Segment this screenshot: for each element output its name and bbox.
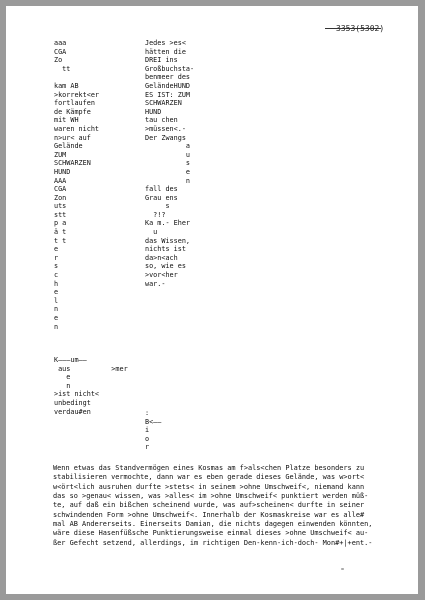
column-line: aus >mer bbox=[54, 364, 128, 373]
left-column-text bbox=[54, 39, 99, 331]
column-line: >ist nicht< bbox=[54, 390, 100, 399]
column-line: AAA bbox=[54, 176, 67, 185]
prose-line: ßer Gefecht setzend, allerdings, im richtigen Den-kenn-ich-doch- Mon#+|+ent.- bbox=[53, 538, 373, 547]
page-number: 3353(5302) bbox=[336, 24, 385, 33]
prose-line: w<ört<lich ausruhen durfte >stets< in seinem >ohne Umschweif<, niemand kann bbox=[53, 482, 365, 491]
column-line: fall des bbox=[145, 185, 178, 194]
column-line: >korrekt<er bbox=[54, 90, 100, 99]
column-line: Zon bbox=[54, 193, 67, 202]
column-line: u bbox=[145, 150, 191, 159]
column-line: n bbox=[145, 176, 191, 185]
column-line: so, wie es bbox=[145, 262, 186, 271]
column-line: HUND bbox=[54, 167, 71, 176]
column-line: B<—— bbox=[145, 417, 162, 426]
column-line: n bbox=[54, 322, 59, 331]
column-line: e bbox=[54, 314, 59, 322]
column-line: s bbox=[145, 202, 170, 211]
column-line: hätten die bbox=[145, 47, 186, 56]
column-line: ES IST: ZUM bbox=[145, 90, 191, 99]
column-line: Zo bbox=[54, 56, 63, 65]
column-line: Ka m.- Eher bbox=[145, 219, 191, 228]
column-line: Großbuchsta- bbox=[145, 64, 195, 73]
column-line: verdau#en bbox=[54, 407, 91, 416]
prose-line: stabilisieren vermochte, dann war es eben gerade dieses Gelände, was w>ort< bbox=[53, 473, 365, 482]
column-line: Grau ens bbox=[145, 193, 178, 202]
column-line: aaa bbox=[54, 39, 67, 47]
right-column-lower-text bbox=[145, 409, 161, 452]
column-line: e bbox=[54, 288, 59, 297]
column-line: Gelände bbox=[54, 142, 83, 151]
column-line: n bbox=[54, 381, 71, 390]
column-line: s bbox=[54, 262, 59, 271]
column-line: t t bbox=[54, 236, 67, 245]
column-line: h bbox=[54, 279, 59, 288]
column-line: uts bbox=[54, 202, 67, 211]
left-column-lower-text bbox=[54, 356, 128, 416]
prose-line: mal AB Andererseits. Einerseits Damian, die nichts dagegen einwenden könnten, bbox=[53, 520, 373, 529]
prose-paragraph bbox=[53, 464, 383, 548]
column-line: a bbox=[145, 142, 191, 151]
column-line: i bbox=[145, 426, 150, 435]
column-line: Jedes >es< bbox=[145, 39, 186, 47]
column-line: unbedingt bbox=[54, 398, 91, 407]
column-line: p a bbox=[54, 219, 67, 228]
column-line: CGA bbox=[54, 185, 67, 194]
column-line: kam AB bbox=[54, 81, 79, 90]
column-line: ?!? bbox=[145, 210, 166, 219]
column-line: war.- bbox=[145, 279, 166, 288]
column-line: fortlaufen bbox=[54, 99, 95, 108]
column-line: SCHWARZEN bbox=[54, 159, 91, 168]
header-rule bbox=[325, 28, 381, 29]
prose-line: Wenn etwas das Standvermögen eines Kosmas am f>als<chen Platze besonders zu bbox=[53, 464, 365, 472]
column-line: o bbox=[145, 434, 150, 443]
prose-line: schwindenden Form >ohne Umschweif<. Innerhalb der Kosmaskreise war es alle# bbox=[53, 510, 365, 519]
column-line: n bbox=[54, 305, 59, 314]
column-line: ä t bbox=[54, 228, 67, 237]
column-line: n>ur< auf bbox=[54, 133, 91, 142]
column-line: HUND bbox=[145, 107, 162, 116]
column-line: r bbox=[54, 253, 59, 262]
column-line: s bbox=[145, 159, 191, 168]
column-line: >müssen<.- bbox=[145, 124, 186, 133]
column-line: benmeer des bbox=[145, 73, 191, 82]
prose-line: te, auf daß ein bißchen scheinend wurde, was auf>scheinen< durfte in seiner bbox=[53, 501, 365, 510]
column-line: de Kämpfe bbox=[54, 107, 91, 116]
right-column-text bbox=[145, 39, 194, 288]
column-line: ZUM bbox=[54, 150, 67, 159]
column-line: nichts ist bbox=[145, 245, 186, 254]
column-line: da>n<ach bbox=[145, 253, 178, 262]
column-line: mit WH bbox=[54, 116, 79, 125]
prose-line: das so >genau< wissen, was >alles< im >ohne Umschweif< punktiert werden müß- bbox=[53, 492, 369, 501]
column-line: GeländeHUND bbox=[145, 81, 191, 90]
column-line: tau chen bbox=[145, 116, 178, 125]
column-line: CGA bbox=[54, 47, 67, 56]
column-line: u bbox=[145, 228, 158, 237]
column-line: e bbox=[145, 167, 191, 176]
column-line: stt bbox=[54, 210, 67, 219]
column-line: e bbox=[54, 245, 59, 254]
column-line: SCHWARZEN bbox=[145, 99, 182, 108]
column-line: waren nicht bbox=[54, 124, 100, 133]
column-line: K———um—— bbox=[54, 356, 87, 364]
prose-line: wäre diese Hasenfüßsche Punktierungsweise einmal dieses >ohne Umschweif< au- bbox=[53, 529, 369, 538]
column-line: r bbox=[145, 443, 150, 452]
column-line: e bbox=[54, 373, 71, 382]
column-line: das Wissen, bbox=[145, 236, 191, 245]
column-line: tt bbox=[54, 64, 71, 73]
column-line: >vor<her bbox=[145, 271, 178, 280]
column-line: : bbox=[145, 409, 150, 417]
column-line: l bbox=[54, 296, 59, 305]
column-line: DREI ins bbox=[145, 56, 178, 65]
column-line: Der Zwangs bbox=[145, 133, 186, 142]
column-line: c bbox=[54, 271, 59, 280]
footer-mark: = bbox=[341, 567, 345, 573]
